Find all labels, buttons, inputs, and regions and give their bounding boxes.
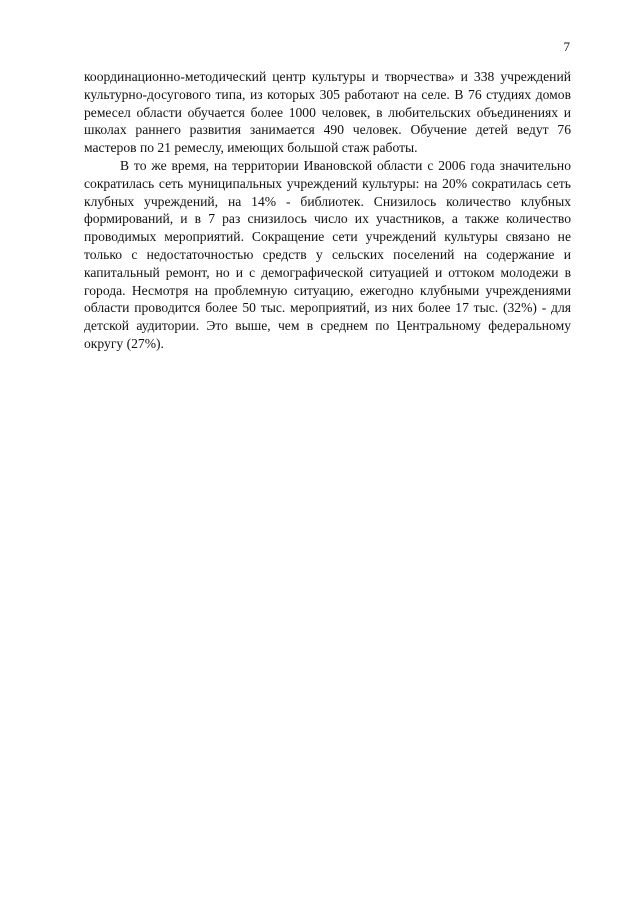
paragraph-continuation: координационно-методический центр культуры и творчества» и 338 учреждений культурно-досугового типа, из которых 305 работают на селе. В 76 студиях домов ремесел области обучается более 1000 человек, в любительских объединениях и школах раннего развития занимается 490 человек. Обучение детей ведут 76 мастеров по 21 ремеслу, имеющих большой стаж работы.	[84, 69, 571, 156]
body-text	[84, 68, 571, 353]
page-number: 7	[563, 39, 570, 54]
paragraph-reduction-of-institutions: В то же время, на территории Ивановской области с 2006 года значительно сократилась сеть муниципальных учреждений культуры: на 20% сократилась сеть клубных учреждений, на 14% - библиотек. Снизилось количество клубных формирований, и в 7 раз снизилось число их участников, а также количество проводимых мероприятий. Сокращение сети учреждений культуры связано не только с недостаточностью средств у сельских поселений на содержание и капитальный ремонт, но и с демографической ситуацией и оттоком молодежи в города. Несмотря на проблемную ситуацию, ежегодно клубными учреждениями области проводится более 50 тыс. мероприятий, из них более 17 тыс. (32%) - для детской аудитории. Это выше, чем в среднем по Центральному федеральному округу (27%).	[84, 157, 571, 351]
